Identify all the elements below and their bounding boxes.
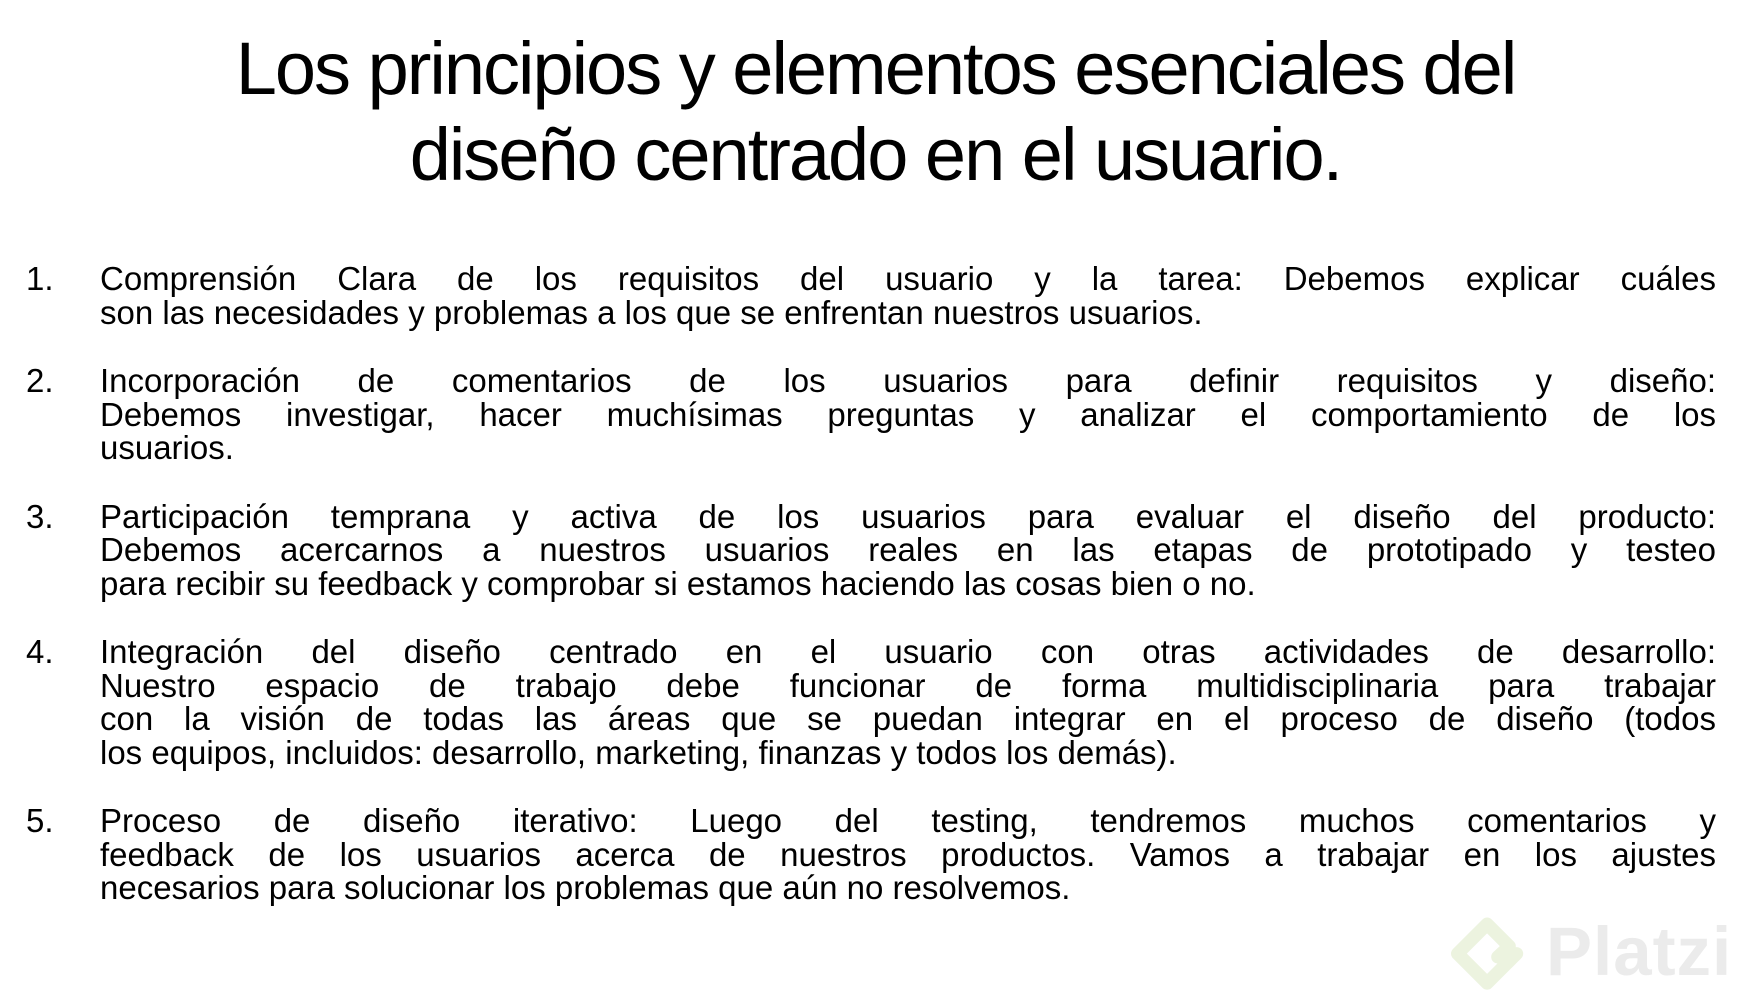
list-item bbox=[0, 364, 1751, 465]
list-item bbox=[0, 497, 1751, 602]
list-item bbox=[0, 635, 1751, 769]
list-item-number: 2. bbox=[26, 362, 54, 399]
page-title-line2: diseño centrado en el usuario. bbox=[409, 113, 1342, 196]
list-item-line: Incorporación de comentarios de los usuarios para definir requisitos y diseño: bbox=[100, 362, 1716, 399]
list-item bbox=[0, 262, 1751, 329]
list-item-line: necesarios para solucionar los problemas que aún no resolvemos. bbox=[100, 869, 1071, 906]
list-item bbox=[0, 804, 1751, 905]
list-item-line: con la visión de todas las áreas que se puedan integrar en el proceso de diseño (todos bbox=[100, 700, 1716, 737]
numbered-list bbox=[0, 262, 1751, 905]
list-item-number: 1. bbox=[26, 260, 54, 297]
list-item-line: para recibir su feedback y comprobar si estamos haciendo las cosas bien o no. bbox=[100, 564, 1256, 602]
platzi-wordmark: Platzi bbox=[1546, 913, 1733, 990]
list-item-line: Participación temprana y activa de los usuarios para evaluar el diseño del producto: bbox=[100, 497, 1716, 535]
list-item-line: los equipos, incluidos: desarrollo, marketing, finanzas y todos los demás). bbox=[100, 733, 1177, 771]
list-item-line: Comprensión Clara de los requisitos del usuario y la tarea: Debemos explicar cuáles bbox=[100, 260, 1716, 297]
platzi-watermark bbox=[1442, 910, 1732, 994]
list-item-line: Integración del diseño centrado en el usuario con otras actividades de desarrollo: bbox=[100, 633, 1716, 670]
list-item-line: Debemos acercarnos a nuestros usuarios reales en las etapas de prototipado y testeo bbox=[100, 531, 1716, 568]
platzi-diamond-icon bbox=[1442, 911, 1524, 993]
list-item-number: 3. bbox=[26, 497, 54, 535]
list-item-number: 4. bbox=[26, 633, 54, 670]
list-item-line: Proceso de diseño iterativo: Luego del testing, tendremos muchos comentarios y bbox=[100, 802, 1716, 839]
list-item-line: son las necesidades y problemas a los que se enfrentan nuestros usuarios. bbox=[100, 293, 1203, 331]
page-title-line1: Los principios y elementos esenciales del bbox=[235, 27, 1516, 110]
list-item-number: 5. bbox=[26, 802, 54, 839]
page-title bbox=[40, 26, 1711, 198]
list-item-line: Debemos investigar, hacer muchísimas preguntas y analizar el comportamiento de los bbox=[100, 395, 1716, 433]
list-item-line: Nuestro espacio de trabajo debe funcionar de forma multidisciplinaria para trabajar bbox=[100, 666, 1716, 704]
list-item-line: feedback de los usuarios acerca de nuestros productos. Vamos a trabajar en los ajustes bbox=[100, 835, 1716, 873]
slide bbox=[0, 26, 1751, 990]
list-item-line: usuarios. bbox=[100, 429, 234, 466]
